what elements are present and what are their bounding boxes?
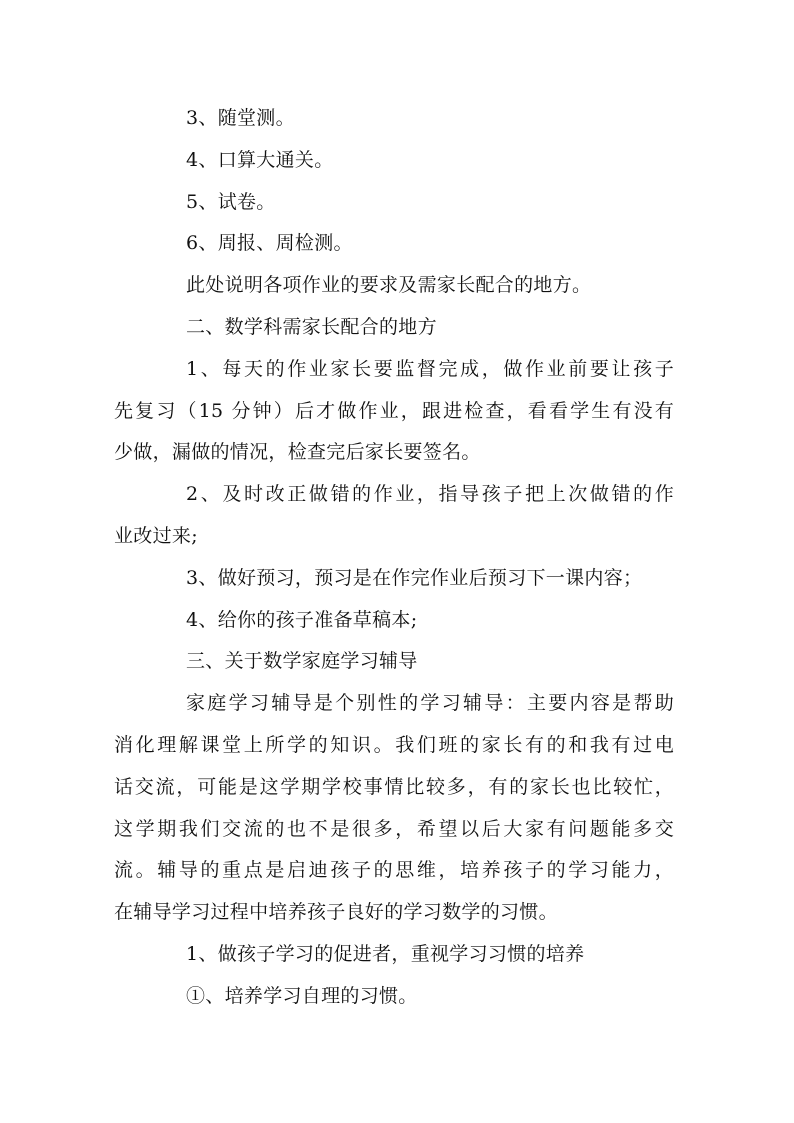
paragraph-line: 3、做好预习，预习是在作完作业后预习下一课内容；: [186, 566, 643, 589]
list-item-weekly-report: 6、周报、周检测。: [186, 232, 353, 255]
list-item-mental-math: 4、口算大通关。: [186, 148, 334, 171]
section-heading-home-tutoring: 三、关于数学家庭学习辅导: [186, 650, 418, 673]
list-item-in-class-test: 3、随堂测。: [186, 107, 295, 129]
paragraph-line: 消化理解课堂上所学的知识。我们班的家长有的和我有过电: [114, 733, 674, 756]
document-body: [114, 98, 674, 1018]
paragraph-line: 先复习（15 分钟）后才做作业，跟进检查，看看学生有没有: [114, 399, 674, 422]
list-item-test-paper: 5、试卷。: [186, 190, 276, 213]
paragraph-line: 家庭学习辅导是个别性的学习辅导：主要内容是帮助: [186, 692, 674, 715]
paragraph-line: 少做，漏做的情况，检查完后家长要签名。: [114, 441, 481, 464]
paragraph-line: 流。辅导的重点是启迪孩子的思维，培养孩子的学习能力，: [114, 859, 674, 882]
paragraph-line: 业改过来;: [114, 524, 198, 547]
subsection-heading: 1、做孩子学习的促进者，重视学习习惯的培养: [186, 942, 585, 965]
section-heading-parent-cooperation: 二、数学科需家长配合的地方: [186, 315, 437, 338]
paragraph-line: 4、给你的孩子准备草稿本;: [186, 608, 418, 631]
paragraph-line: 这学期我们交流的也不是很多，希望以后大家有问题能多交: [114, 817, 674, 840]
homework-note: 此处说明各项作业的要求及需家长配合的地方。: [186, 274, 592, 297]
subsection-item: ①、培养学习自理的习惯。: [186, 984, 418, 1007]
paragraph-line: 1、每天的作业家长要监督完成，做作业前要让孩子: [186, 357, 674, 380]
paragraph-line: 在辅导学习过程中培养孩子良好的学习数学的习惯。: [114, 901, 558, 924]
paragraph-line: 2、及时改正做错的作业，指导孩子把上次做错的作: [186, 483, 674, 506]
paragraph-line: 话交流，可能是这学期学校事情比较多，有的家长也比较忙，: [114, 775, 674, 798]
